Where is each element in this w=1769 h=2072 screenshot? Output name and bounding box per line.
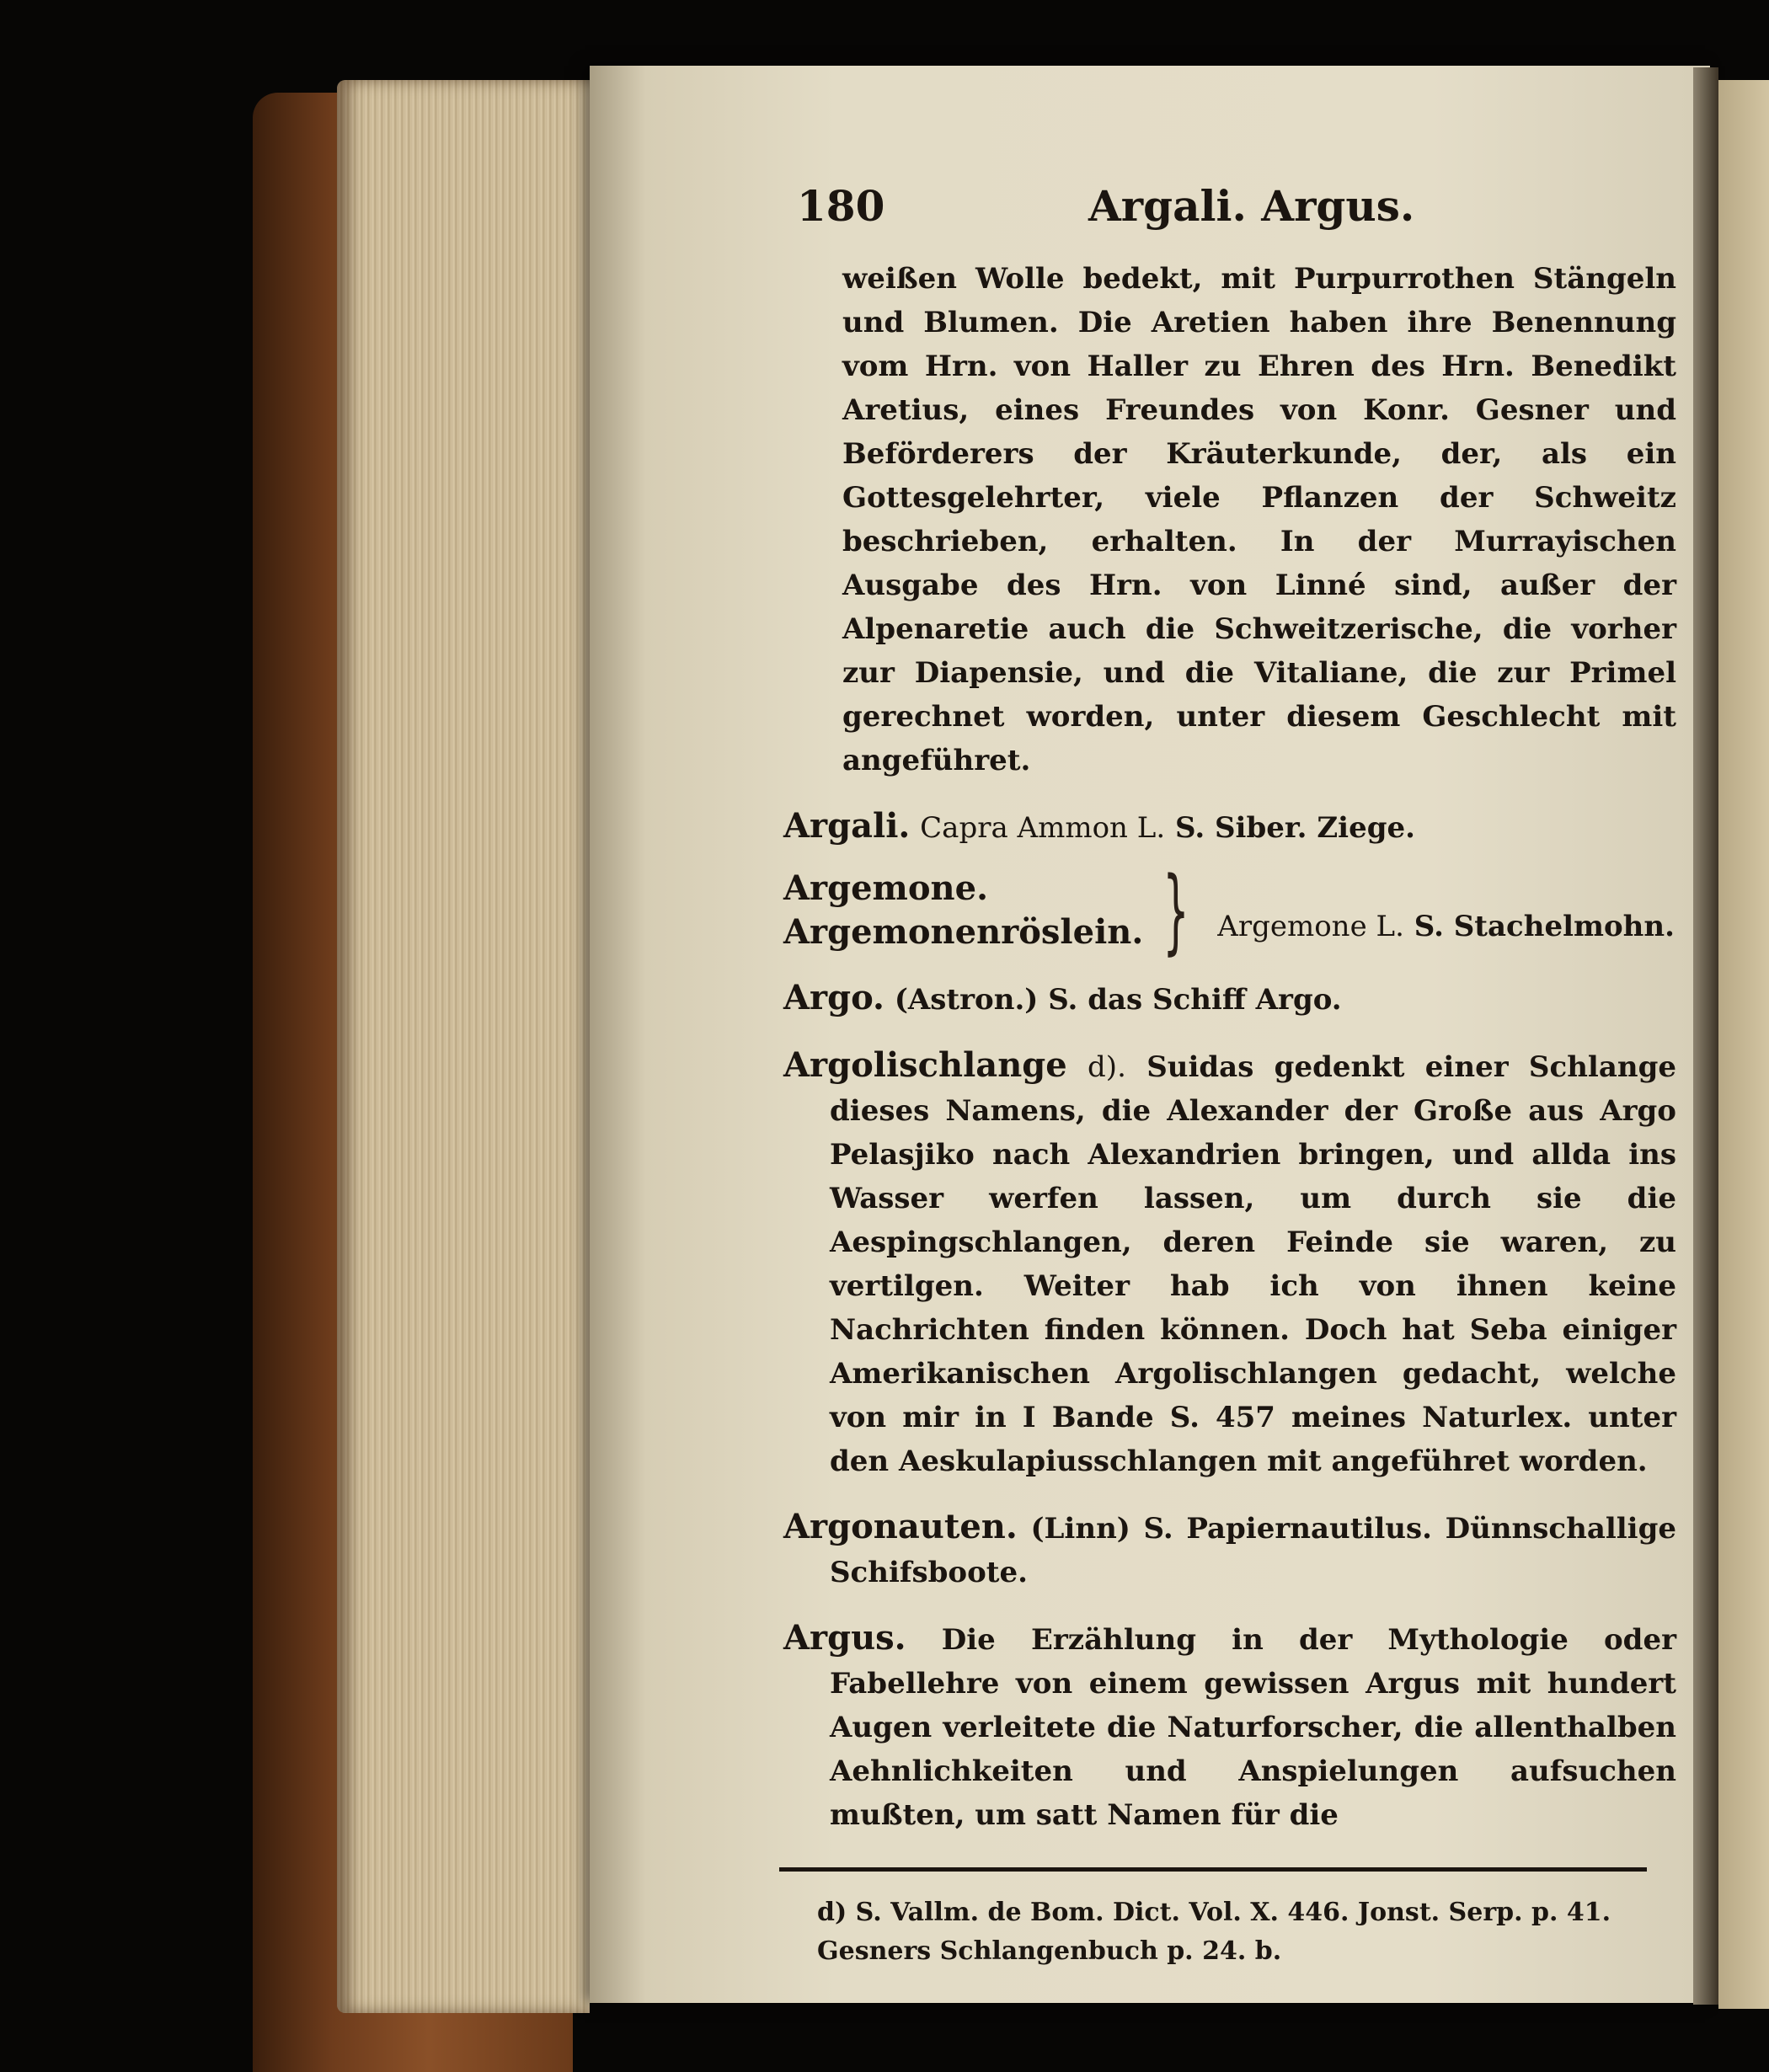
book-gutter bbox=[1693, 67, 1718, 2005]
entry-argemone bbox=[783, 857, 1676, 964]
entry-text: Suidas gedenkt einer Schlange dieses Namens, die Alexander der Große aus Argo Pelasjiko nach Alexandrien bringen, und allda ins Wasser werfen lassen, um durch sie die Aespingschlangen, deren Feinde sie waren, zu vertilgen. Weiter hab ich von ihnen keine Nachrichten finden können. Doch hat Seba einiger Amerikanischen Argolischlangen gedacht, welche von mir in I Bande S. 457 meines Naturlex. unter den Aeskulapiusschlangen mit angeführet worden. bbox=[830, 1050, 1676, 1478]
entry-text: Die Erzählung in der Mythologie oder Fabellehre von einem gewissen Argus mit hundert Augen verleitete die Naturforscher, die allenthalben Aehnlichkeiten und Anspielungen aufsuchen mußten, um satt Namen für die bbox=[830, 1623, 1676, 1832]
entry-argonauten bbox=[783, 1505, 1676, 1594]
entry-head: Argonauten. bbox=[783, 1507, 1018, 1546]
page-title: Argali. Argus. bbox=[1088, 181, 1415, 231]
continuation-paragraph: weißen Wolle bedekt, mit Purpurrothen Stängeln und Blumen. Die Aretien haben ihre Benennung vom Hrn. von Haller zu Ehren des Hrn. Benedikt Aretius, eines Freundes von Konr. Gesner und Beförderers der Kräuterkunde, der, als ein Gottesgelehrter, viele Pflanzen der Schweitz beschrieben, erhalten. In der Murrayischen Ausgabe des Hrn. von Linné sind, außer der Alpenaretie auch die Schweitzerische, die vorher zur Diapensie, und die Vitaliane, die zur Primel gerechnet worden, unter diesem Geschlecht mit angeführet. bbox=[842, 262, 1676, 777]
entry-head: Argemone. bbox=[783, 868, 988, 908]
footnote-line-1: d) S. Vallm. de Bom. Dict. Vol. X. 446. Jonst. Serp. p. 41. bbox=[817, 1898, 1611, 1927]
next-page-edge bbox=[1718, 80, 1769, 2009]
entry-latin: Capra Ammon L. bbox=[920, 811, 1166, 845]
footnote bbox=[783, 1893, 1676, 1971]
footnote-line-2: Gesners Schlangenbuch p. 24. b. bbox=[817, 1936, 1282, 1966]
entry-head: Argali. bbox=[783, 806, 911, 846]
entry-head: Argo. bbox=[783, 978, 884, 1017]
entry-head-2: Argemonenröslein. bbox=[783, 912, 1144, 952]
entry-head: Argolischlange bbox=[783, 1045, 1067, 1085]
running-head bbox=[783, 181, 1676, 240]
entry-argus bbox=[783, 1616, 1676, 1837]
entry-head: Argus. bbox=[783, 1618, 906, 1658]
entry-text: (Astron.) S. das Schiff Argo. bbox=[894, 983, 1342, 1017]
entry-argolischlange bbox=[783, 1044, 1676, 1483]
entry-text: (Linn) S. Papiernautilus. Dünnschallige Schifsboote. bbox=[830, 1512, 1677, 1589]
entry-text: S. Stachelmohn. bbox=[1414, 910, 1675, 943]
entry-argali bbox=[783, 804, 1676, 850]
entry-latin: Argemone L. bbox=[1217, 910, 1404, 943]
entry-argo bbox=[783, 976, 1676, 1022]
brace-mark: } bbox=[1162, 857, 1190, 964]
page-number: 180 bbox=[797, 181, 885, 231]
entry-text: S. Siber. Ziege. bbox=[1174, 811, 1415, 845]
page-edges bbox=[337, 80, 590, 2013]
page-text bbox=[783, 181, 1676, 1971]
footnote-mark: d). bbox=[1088, 1050, 1126, 1084]
footnote-rule bbox=[779, 1867, 1647, 1872]
